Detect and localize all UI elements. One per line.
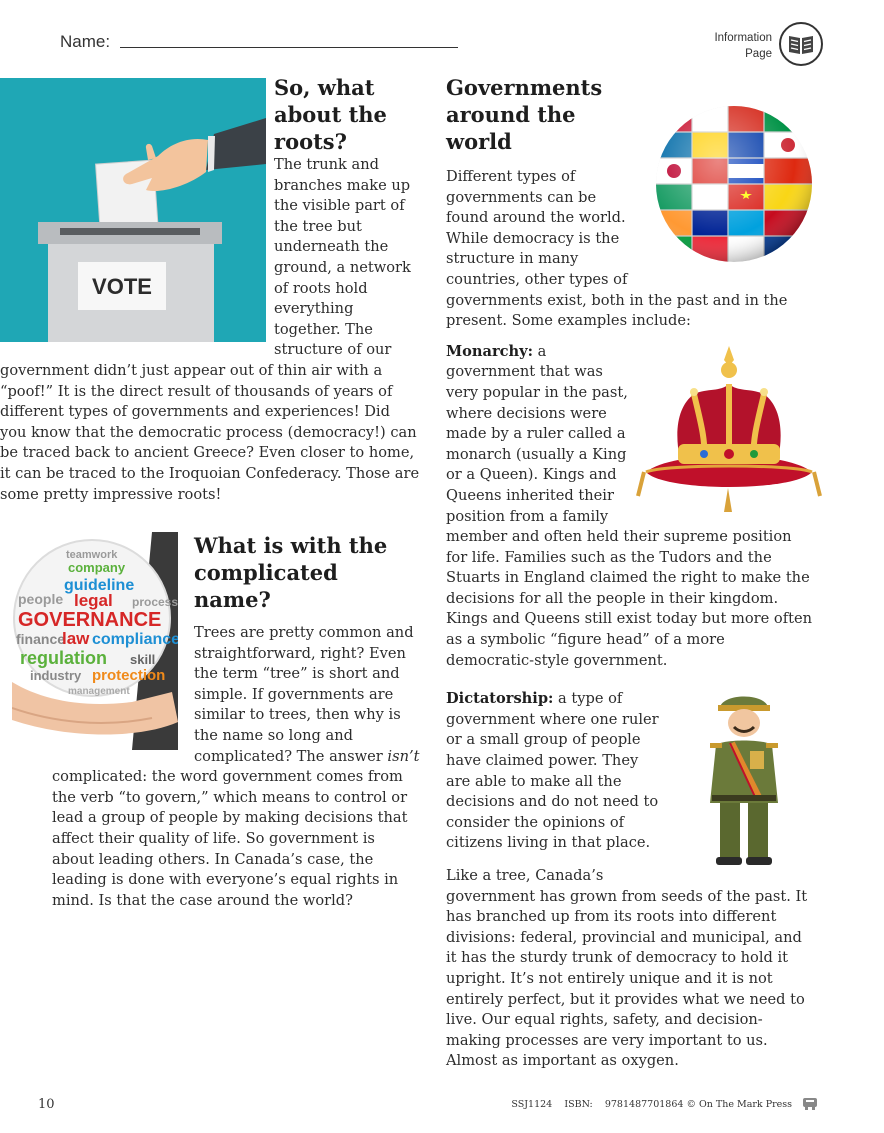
closing-text: Like a tree, Canada’s government has grown from seeds of the past. It has branched up from its roots into different divisions: federal, provincial and municipal, and it has the sturdy trunk of democracy to hold it upright. It’s not entirely unique and it is not entirely perfect, but it provides what we need to live. Our equal rights, safety, and decision-making processes are very important to us. Almost as important as oxygen. xyxy=(446,867,808,1070)
name-text-a: Trees are pretty common and straightforward, right? Even the term “tree” is short and simple. If governments are similar to trees, then why is the name so long and complicated? The answer xyxy=(194,624,414,765)
info-label-line2: Page xyxy=(745,48,772,60)
cloud-word: industry xyxy=(30,668,82,683)
right-column xyxy=(446,74,812,1072)
dictator-image xyxy=(674,687,814,871)
monarchy-definition: a government that was very popular in the past, where decisions were made by a ruler called a monarch (usually a King or a Queen). Kings and Queens inherited their position from a family member and often held their supreme position for life. Families such as the Tudors and the Stuarts in England claimed the right to make the decisions for all the people in their kingdom. Kings and Queens still exist today but more often as a symbolic “figure head” of a more democratic-style government. xyxy=(446,342,812,669)
page-number: 10 xyxy=(38,1097,55,1112)
cloud-word: regulation xyxy=(20,648,108,668)
name-title: What is with the complicated name? xyxy=(194,533,388,612)
name-text-b: complicated: the word government comes from the verb “to govern,” which means to control or lead a group of people by making decisions that affect their quality of life. So government is about leading others. In Canada’s case, the leading is done with everyone’s equal rights in mind. Is that the case around the world? xyxy=(52,768,408,909)
footer-credits xyxy=(500,1099,792,1110)
cloud-word: law xyxy=(62,629,90,648)
info-label xyxy=(700,30,772,62)
dictatorship-definition: a type of government where one ruler or a small group of people have claimed power. They are able to make all the decisions and do not need to consider the opinions of citizens living in that place. xyxy=(446,690,659,852)
world-text: Different types of governments can be found around the world. While democracy is the structure in many countries, other types of governments exist, both in the past and in the present. Some examples include: xyxy=(446,168,788,330)
dictatorship-term: Dictatorship: xyxy=(446,690,554,708)
vote-illustration xyxy=(0,74,266,342)
crown-image xyxy=(634,340,824,520)
cloud-word: process xyxy=(132,595,178,609)
vote-label: VOTE xyxy=(92,274,152,299)
info-label-line1: Information xyxy=(714,32,772,44)
roots-title: So, what about the roots? xyxy=(274,75,387,154)
name-line[interactable] xyxy=(120,47,458,48)
cloud-word: management xyxy=(68,686,130,697)
open-book-icon xyxy=(778,21,824,67)
cloud-word: guideline xyxy=(64,577,135,594)
cloud-word: legal xyxy=(74,591,113,610)
cloud-word: people xyxy=(18,591,64,607)
roots-section xyxy=(0,74,420,505)
flag-globe-image xyxy=(652,100,816,266)
cloud-word: skill xyxy=(130,652,156,667)
footer-isbn: 9781487701864 © On The Mark Press xyxy=(604,1099,792,1110)
name-section xyxy=(16,532,420,911)
roots-text: The trunk and branches make up the visible part of the tree but underneath the ground, a network of roots hold everything together. The structure of our government didn’t just appear out of thin air with a “poof!” It is the direct result of thousands of years of different types of governments and experiences! Did you know that the democratic process (democracy!) can be traced back to ancient Greece? Even closer to home, it can be traced to the Iroquoian Confederacy. Those are some pretty impressive roots! xyxy=(0,156,420,503)
world-title: Governments around the world xyxy=(446,75,603,154)
cloud-word: finance xyxy=(16,631,66,647)
name-text-emphasis: isn’t xyxy=(387,747,420,765)
cloud-word: compliance xyxy=(92,631,178,648)
footer-code: SSJ1124 xyxy=(511,1099,553,1110)
name-label: Name: xyxy=(60,32,111,51)
cloud-word: company xyxy=(68,560,126,575)
cloud-word: GOVERNANCE xyxy=(18,609,162,631)
publisher-logo-icon xyxy=(802,1096,818,1110)
footer-isbn-label: ISBN: xyxy=(564,1099,593,1110)
monarchy-term: Monarchy: xyxy=(446,342,534,360)
governance-globe-image xyxy=(12,532,178,750)
cloud-word: protection xyxy=(92,667,166,684)
cloud-word: teamwork xyxy=(66,549,118,561)
